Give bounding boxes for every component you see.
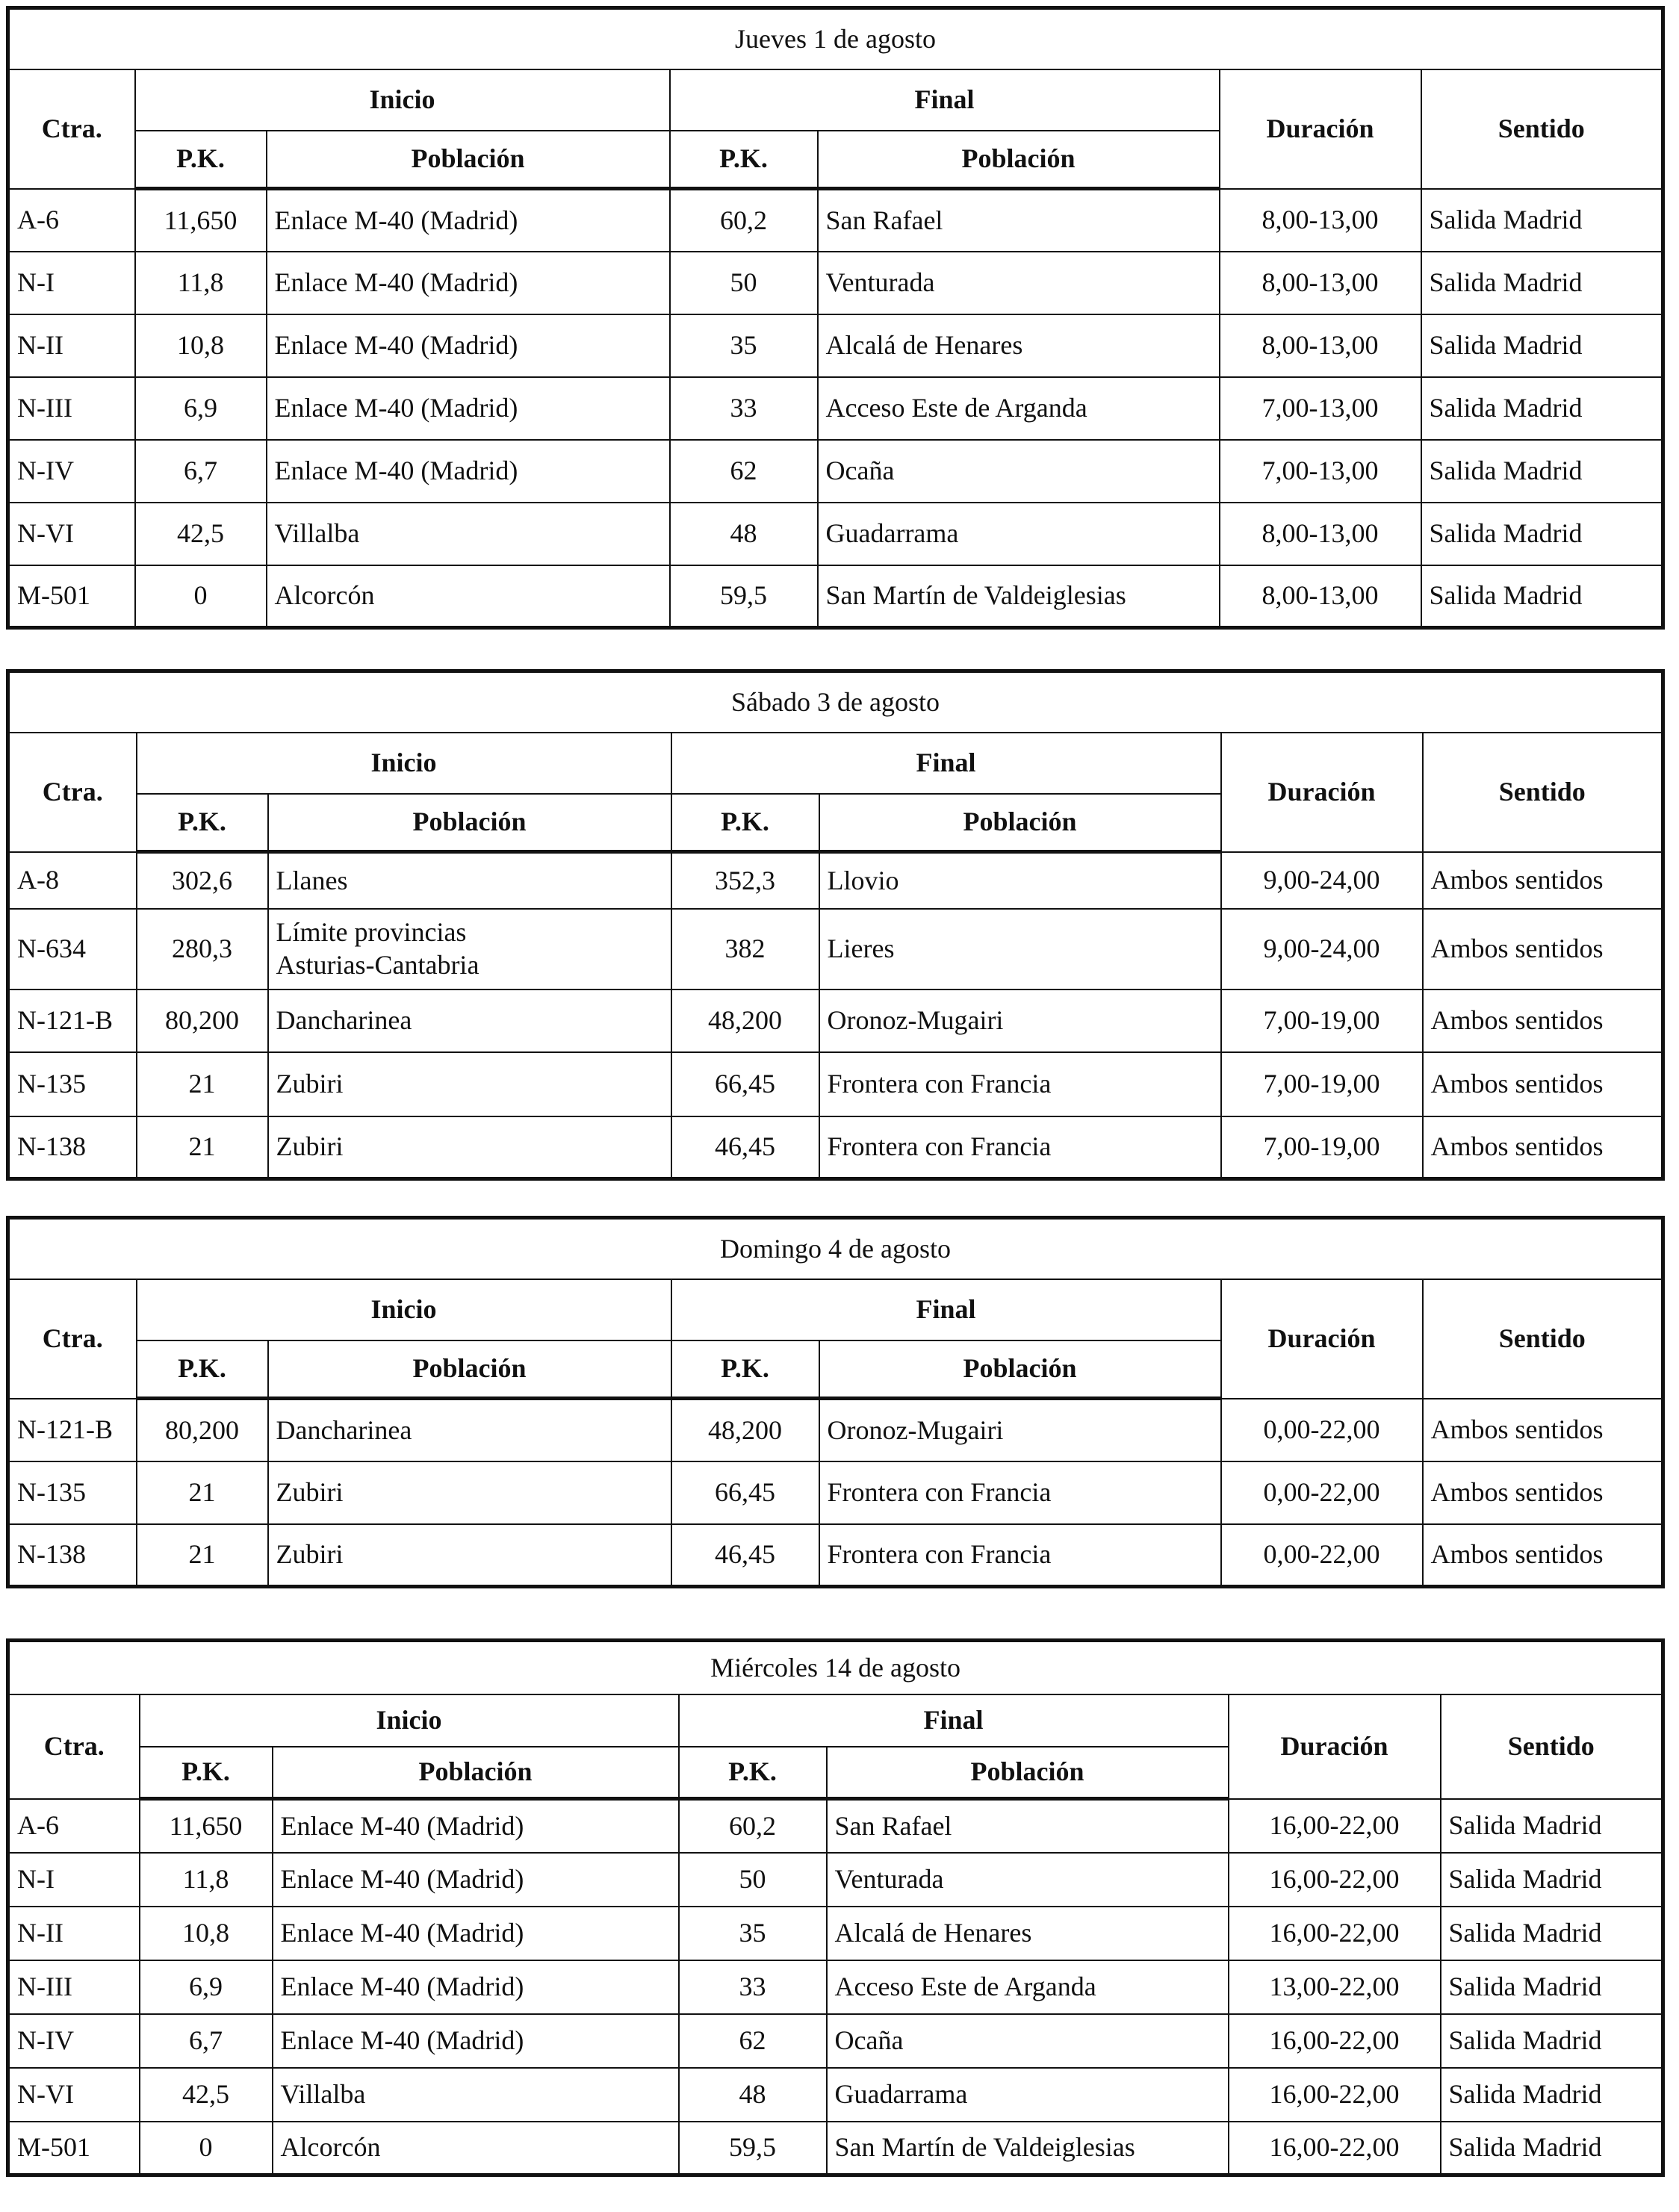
table-row xyxy=(8,1960,1663,2014)
cell-pk-final: 46,45 xyxy=(671,1116,819,1179)
cell-poblacion-inicio: Zubiri xyxy=(268,1052,671,1116)
header-duracion: Duración xyxy=(1229,1694,1441,1799)
cell-poblacion-final: Llovio xyxy=(819,852,1221,909)
cell-poblacion-final: Guadarrama xyxy=(818,503,1220,565)
cell-poblacion-final: Acceso Este de Arganda xyxy=(827,1960,1229,2014)
cell-duracion: 9,00-24,00 xyxy=(1221,852,1423,909)
cell-poblacion-inicio: Zubiri xyxy=(268,1116,671,1179)
cell-poblacion-inicio: Enlace M-40 (Madrid) xyxy=(267,440,670,503)
cell-sentido: Salida Madrid xyxy=(1441,2122,1663,2175)
cell-ctra: M-501 xyxy=(8,565,135,628)
cell-duracion: 8,00-13,00 xyxy=(1220,189,1421,252)
schedule-table-sabado xyxy=(6,669,1665,1181)
table-row xyxy=(8,1524,1663,1587)
cell-ctra: N-III xyxy=(8,1960,140,2014)
cell-poblacion-inicio: Villalba xyxy=(267,503,670,565)
cell-sentido: Ambos sentidos xyxy=(1423,852,1663,909)
header-poblacion-inicio: Población xyxy=(268,1340,671,1399)
header-pk-final: P.K. xyxy=(671,1340,819,1399)
cell-duracion: 13,00-22,00 xyxy=(1229,1960,1441,2014)
schedule-table-jueves xyxy=(6,6,1665,630)
cell-poblacion-inicio: Alcorcón xyxy=(267,565,670,628)
cell-pk-inicio: 0 xyxy=(140,2122,273,2175)
cell-pk-final: 60,2 xyxy=(670,189,818,252)
cell-sentido: Salida Madrid xyxy=(1441,1799,1663,1853)
cell-pk-inicio: 21 xyxy=(137,1116,268,1179)
cell-pk-final: 35 xyxy=(670,314,818,377)
cell-ctra: N-121-B xyxy=(8,990,137,1052)
cell-duracion: 16,00-22,00 xyxy=(1229,2122,1441,2175)
cell-duracion: 16,00-22,00 xyxy=(1229,1907,1441,1960)
cell-poblacion-final: Lieres xyxy=(819,909,1221,990)
table-row xyxy=(8,565,1663,628)
cell-pk-final: 62 xyxy=(670,440,818,503)
cell-sentido: Salida Madrid xyxy=(1421,565,1663,628)
table-row xyxy=(8,2068,1663,2122)
cell-poblacion-final: Guadarrama xyxy=(827,2068,1229,2122)
cell-poblacion-inicio: Enlace M-40 (Madrid) xyxy=(267,252,670,314)
cell-sentido: Ambos sentidos xyxy=(1423,1461,1663,1524)
cell-pk-final: 352,3 xyxy=(671,852,819,909)
cell-pk-inicio: 21 xyxy=(137,1461,268,1524)
schedule-table-domingo xyxy=(6,1216,1665,1588)
header-pk-inicio: P.K. xyxy=(140,1747,273,1799)
header-pk-inicio: P.K. xyxy=(137,794,268,852)
cell-ctra: N-138 xyxy=(8,1116,137,1179)
header-duracion: Duración xyxy=(1221,733,1423,852)
header-sentido: Sentido xyxy=(1423,1279,1663,1399)
cell-pk-final: 46,45 xyxy=(671,1524,819,1587)
header-inicio: Inicio xyxy=(137,733,671,794)
cell-ctra: N-135 xyxy=(8,1052,137,1116)
header-pk-final: P.K. xyxy=(679,1747,827,1799)
header-sentido: Sentido xyxy=(1441,1694,1663,1799)
cell-ctra: N-VI xyxy=(8,2068,140,2122)
table-row xyxy=(8,1116,1663,1179)
cell-poblacion-inicio: Dancharinea xyxy=(268,990,671,1052)
cell-duracion: 7,00-13,00 xyxy=(1220,440,1421,503)
cell-poblacion-final: San Rafael xyxy=(827,1799,1229,1853)
cell-ctra: N-121-B xyxy=(8,1399,137,1461)
table-row xyxy=(8,990,1663,1052)
cell-duracion: 7,00-19,00 xyxy=(1221,1116,1423,1179)
cell-poblacion-final: Alcalá de Henares xyxy=(827,1907,1229,1960)
header-final: Final xyxy=(679,1694,1229,1747)
cell-poblacion-inicio: Zubiri xyxy=(268,1461,671,1524)
header-inicio: Inicio xyxy=(140,1694,679,1747)
cell-poblacion-inicio: Enlace M-40 (Madrid) xyxy=(273,1799,679,1853)
cell-duracion: 16,00-22,00 xyxy=(1229,2068,1441,2122)
cell-sentido: Ambos sentidos xyxy=(1423,909,1663,990)
cell-poblacion-final: Venturada xyxy=(818,252,1220,314)
cell-duracion: 8,00-13,00 xyxy=(1220,565,1421,628)
cell-poblacion-final: San Martín de Valdeiglesias xyxy=(818,565,1220,628)
cell-pk-final: 50 xyxy=(670,252,818,314)
table-row xyxy=(8,314,1663,377)
cell-duracion: 16,00-22,00 xyxy=(1229,1853,1441,1907)
cell-poblacion-final: Frontera con Francia xyxy=(819,1524,1221,1587)
cell-pk-final: 62 xyxy=(679,2014,827,2068)
cell-poblacion-inicio: Enlace M-40 (Madrid) xyxy=(273,1907,679,1960)
cell-duracion: 0,00-22,00 xyxy=(1221,1461,1423,1524)
cell-ctra: N-II xyxy=(8,1907,140,1960)
table-title: Miércoles 14 de agosto xyxy=(8,1641,1663,1694)
table-row xyxy=(8,1052,1663,1116)
table-row xyxy=(8,1907,1663,1960)
header-pk-final: P.K. xyxy=(671,794,819,852)
cell-sentido: Salida Madrid xyxy=(1421,252,1663,314)
cell-poblacion-final: Oronoz-Mugairi xyxy=(819,990,1221,1052)
cell-pk-inicio: 0 xyxy=(135,565,267,628)
header-poblacion-final: Población xyxy=(819,1340,1221,1399)
cell-ctra: A-6 xyxy=(8,189,135,252)
cell-duracion: 0,00-22,00 xyxy=(1221,1524,1423,1587)
cell-pk-final: 48,200 xyxy=(671,990,819,1052)
table-row xyxy=(8,503,1663,565)
cell-duracion: 8,00-13,00 xyxy=(1220,314,1421,377)
header-poblacion-inicio: Población xyxy=(273,1747,679,1799)
header-duracion: Duración xyxy=(1220,69,1421,189)
cell-poblacion-final: Ocaña xyxy=(827,2014,1229,2068)
cell-poblacion-inicio: Alcorcón xyxy=(273,2122,679,2175)
cell-pk-inicio: 10,8 xyxy=(135,314,267,377)
cell-pk-inicio: 302,6 xyxy=(137,852,268,909)
header-inicio: Inicio xyxy=(137,1279,671,1340)
header-pk-final: P.K. xyxy=(670,131,818,189)
cell-poblacion-inicio: Enlace M-40 (Madrid) xyxy=(267,377,670,440)
cell-pk-final: 66,45 xyxy=(671,1052,819,1116)
cell-pk-inicio: 11,650 xyxy=(135,189,267,252)
cell-pk-inicio: 11,650 xyxy=(140,1799,273,1853)
header-duracion: Duración xyxy=(1221,1279,1423,1399)
cell-poblacion-inicio: Dancharinea xyxy=(268,1399,671,1461)
cell-sentido: Salida Madrid xyxy=(1421,377,1663,440)
cell-poblacion-final: Frontera con Francia xyxy=(819,1052,1221,1116)
cell-pk-inicio: 80,200 xyxy=(137,990,268,1052)
cell-pk-final: 33 xyxy=(670,377,818,440)
table-row xyxy=(8,1399,1663,1461)
cell-poblacion-inicio: Enlace M-40 (Madrid) xyxy=(267,189,670,252)
cell-ctra: A-6 xyxy=(8,1799,140,1853)
cell-poblacion-inicio: Zubiri xyxy=(268,1524,671,1587)
table-title: Domingo 4 de agosto xyxy=(8,1218,1663,1279)
cell-sentido: Ambos sentidos xyxy=(1423,1116,1663,1179)
cell-poblacion-final: San Rafael xyxy=(818,189,1220,252)
cell-poblacion-final: Venturada xyxy=(827,1853,1229,1907)
header-poblacion-final: Población xyxy=(819,794,1221,852)
cell-sentido: Salida Madrid xyxy=(1421,503,1663,565)
header-final: Final xyxy=(670,69,1220,131)
cell-duracion: 0,00-22,00 xyxy=(1221,1399,1423,1461)
cell-sentido: Salida Madrid xyxy=(1441,2014,1663,2068)
header-poblacion-final: Población xyxy=(818,131,1220,189)
cell-pk-inicio: 42,5 xyxy=(140,2068,273,2122)
table-row xyxy=(8,189,1663,252)
cell-pk-inicio: 11,8 xyxy=(135,252,267,314)
cell-duracion: 7,00-13,00 xyxy=(1220,377,1421,440)
table-row xyxy=(8,909,1663,990)
cell-duracion: 16,00-22,00 xyxy=(1229,1799,1441,1853)
cell-pk-inicio: 11,8 xyxy=(140,1853,273,1907)
header-pk-inicio: P.K. xyxy=(137,1340,268,1399)
cell-pk-inicio: 280,3 xyxy=(137,909,268,990)
cell-pk-final: 59,5 xyxy=(670,565,818,628)
cell-duracion: 9,00-24,00 xyxy=(1221,909,1423,990)
header-sentido: Sentido xyxy=(1423,733,1663,852)
cell-sentido: Salida Madrid xyxy=(1441,1960,1663,2014)
cell-pk-inicio: 80,200 xyxy=(137,1399,268,1461)
cell-ctra: N-IV xyxy=(8,2014,140,2068)
cell-duracion: 7,00-19,00 xyxy=(1221,1052,1423,1116)
cell-poblacion-final: Alcalá de Henares xyxy=(818,314,1220,377)
cell-poblacion-inicio: Enlace M-40 (Madrid) xyxy=(273,1960,679,2014)
cell-ctra: N-138 xyxy=(8,1524,137,1587)
cell-sentido: Salida Madrid xyxy=(1441,1907,1663,1960)
header-ctra: Ctra. xyxy=(8,69,135,189)
poblacion-line: Límite provincias xyxy=(276,917,467,948)
table-row xyxy=(8,252,1663,314)
cell-poblacion-inicio: Llanes xyxy=(268,852,671,909)
cell-duracion: 16,00-22,00 xyxy=(1229,2014,1441,2068)
cell-pk-inicio: 21 xyxy=(137,1052,268,1116)
cell-poblacion-inicio: Enlace M-40 (Madrid) xyxy=(273,2014,679,2068)
cell-duracion: 7,00-19,00 xyxy=(1221,990,1423,1052)
cell-poblacion-inicio xyxy=(268,909,671,990)
cell-sentido: Salida Madrid xyxy=(1441,1853,1663,1907)
cell-poblacion-inicio: Villalba xyxy=(273,2068,679,2122)
cell-pk-inicio: 6,9 xyxy=(140,1960,273,2014)
table-row xyxy=(8,1461,1663,1524)
cell-ctra: N-I xyxy=(8,1853,140,1907)
cell-ctra: M-501 xyxy=(8,2122,140,2175)
table-row xyxy=(8,1799,1663,1853)
cell-pk-inicio: 21 xyxy=(137,1524,268,1587)
cell-sentido: Salida Madrid xyxy=(1421,440,1663,503)
cell-pk-inicio: 10,8 xyxy=(140,1907,273,1960)
cell-ctra: A-8 xyxy=(8,852,137,909)
header-poblacion-final: Población xyxy=(827,1747,1229,1799)
cell-pk-inicio: 42,5 xyxy=(135,503,267,565)
cell-poblacion-final: Ocaña xyxy=(818,440,1220,503)
table-row xyxy=(8,440,1663,503)
cell-pk-final: 50 xyxy=(679,1853,827,1907)
header-final: Final xyxy=(671,733,1221,794)
cell-poblacion-final: San Martín de Valdeiglesias xyxy=(827,2122,1229,2175)
cell-pk-final: 35 xyxy=(679,1907,827,1960)
cell-sentido: Ambos sentidos xyxy=(1423,1524,1663,1587)
cell-sentido: Ambos sentidos xyxy=(1423,990,1663,1052)
cell-sentido: Salida Madrid xyxy=(1421,189,1663,252)
cell-sentido: Ambos sentidos xyxy=(1423,1052,1663,1116)
table-title: Jueves 1 de agosto xyxy=(8,8,1663,69)
cell-pk-final: 66,45 xyxy=(671,1461,819,1524)
cell-sentido: Salida Madrid xyxy=(1441,2068,1663,2122)
schedule-table-miercoles xyxy=(6,1638,1665,2177)
cell-duracion: 8,00-13,00 xyxy=(1220,503,1421,565)
header-poblacion-inicio: Población xyxy=(268,794,671,852)
cell-poblacion-final: Acceso Este de Arganda xyxy=(818,377,1220,440)
cell-ctra: N-II xyxy=(8,314,135,377)
cell-pk-final: 59,5 xyxy=(679,2122,827,2175)
cell-pk-final: 60,2 xyxy=(679,1799,827,1853)
cell-pk-final: 33 xyxy=(679,1960,827,2014)
cell-ctra: N-III xyxy=(8,377,135,440)
cell-pk-inicio: 6,9 xyxy=(135,377,267,440)
cell-pk-inicio: 6,7 xyxy=(135,440,267,503)
header-inicio: Inicio xyxy=(135,69,670,131)
table-row xyxy=(8,852,1663,909)
table-title: Sábado 3 de agosto xyxy=(8,671,1663,733)
header-final: Final xyxy=(671,1279,1221,1340)
cell-poblacion-final: Frontera con Francia xyxy=(819,1116,1221,1179)
header-sentido: Sentido xyxy=(1421,69,1663,189)
poblacion-line: Asturias-Cantabria xyxy=(276,949,480,980)
cell-ctra: N-I xyxy=(8,252,135,314)
header-ctra: Ctra. xyxy=(8,1694,140,1799)
cell-ctra: N-634 xyxy=(8,909,137,990)
cell-sentido: Ambos sentidos xyxy=(1423,1399,1663,1461)
table-row xyxy=(8,377,1663,440)
cell-poblacion-inicio: Enlace M-40 (Madrid) xyxy=(267,314,670,377)
cell-ctra: N-135 xyxy=(8,1461,137,1524)
header-poblacion-inicio: Población xyxy=(267,131,670,189)
cell-pk-final: 382 xyxy=(671,909,819,990)
cell-poblacion-inicio: Enlace M-40 (Madrid) xyxy=(273,1853,679,1907)
cell-pk-inicio: 6,7 xyxy=(140,2014,273,2068)
table-row xyxy=(8,2122,1663,2175)
cell-ctra: N-IV xyxy=(8,440,135,503)
cell-sentido: Salida Madrid xyxy=(1421,314,1663,377)
cell-pk-final: 48,200 xyxy=(671,1399,819,1461)
cell-pk-final: 48 xyxy=(670,503,818,565)
cell-ctra: N-VI xyxy=(8,503,135,565)
table-row xyxy=(8,1853,1663,1907)
cell-duracion: 8,00-13,00 xyxy=(1220,252,1421,314)
cell-poblacion-final: Oronoz-Mugairi xyxy=(819,1399,1221,1461)
header-pk-inicio: P.K. xyxy=(135,131,267,189)
table-row xyxy=(8,2014,1663,2068)
header-ctra: Ctra. xyxy=(8,733,137,852)
header-ctra: Ctra. xyxy=(8,1279,137,1399)
cell-pk-final: 48 xyxy=(679,2068,827,2122)
cell-poblacion-final: Frontera con Francia xyxy=(819,1461,1221,1524)
